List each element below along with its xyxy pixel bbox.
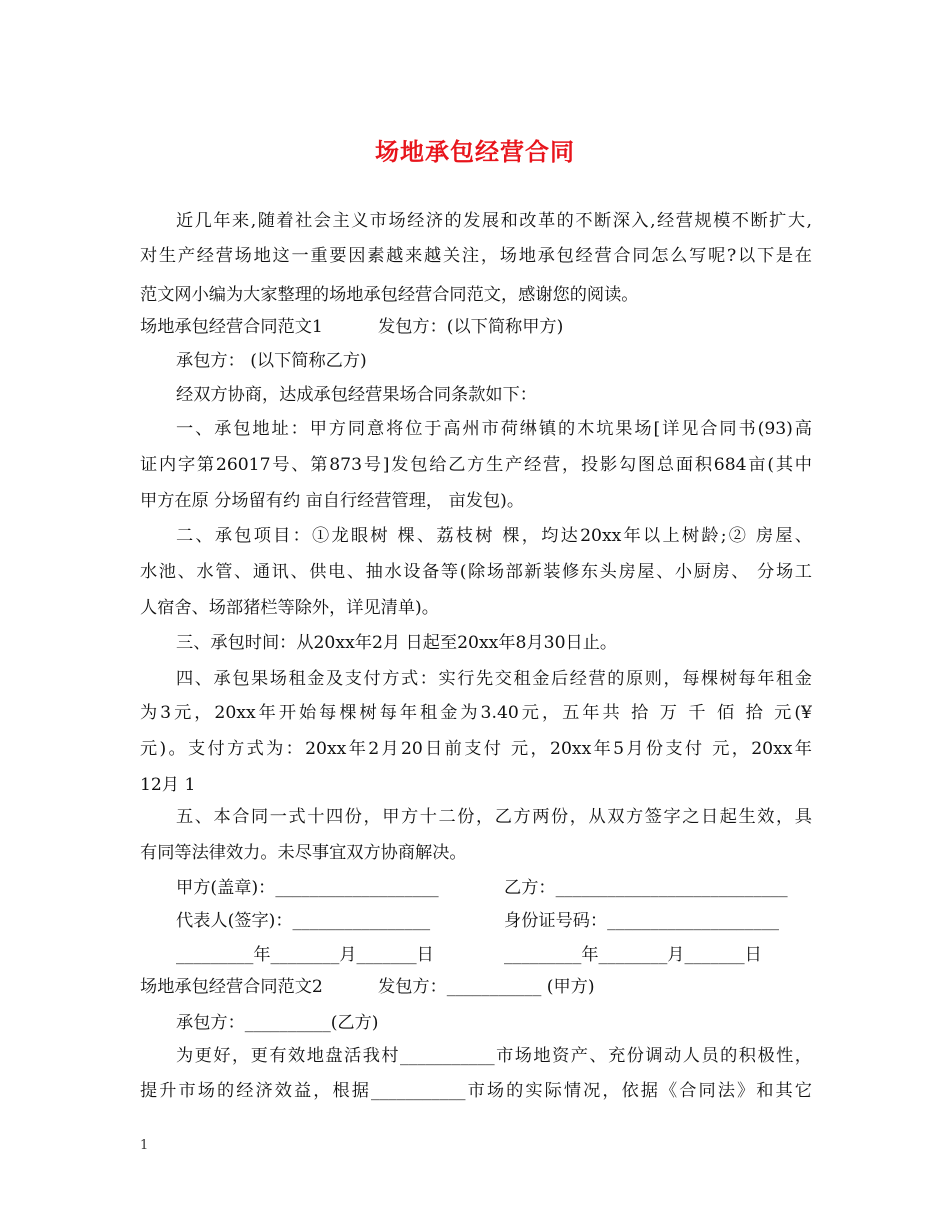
paragraph-line: 二、承包项目：①龙眼树 棵、荔枝树 棵，均达20xx年以上树龄;② 房屋、 — [176, 526, 812, 546]
paragraph-line: 对生产经营场地这一重要因素越来越关注，场地承包经营合同怎么写呢?以下是在 — [140, 246, 812, 266]
paragraph-line: 人宿舍、场部猪栏等除外，详见清单)。 — [140, 598, 439, 618]
paragraph-line: 范文网小编为大家整理的场地承包经营合同范文，感谢您的阅读。 — [140, 285, 639, 305]
date-field-a: _________年________月_______日 — [176, 945, 434, 965]
paragraph-line: 经双方协商，达成承包经营果场合同条款如下： — [176, 385, 537, 405]
paragraph-line: 提升市场的经济效益，根据___________市场的实际情况，依据《合同法》和其它 — [140, 1081, 812, 1101]
paragraph-line: 三、承包时间：从20xx年2月 日起至20xx年8月30日止。 — [176, 633, 618, 653]
paragraph-line: 为更好，更有效地盘活我村___________市场地资产、充份调动人员的积极性， — [176, 1046, 812, 1066]
paragraph-line: 元)。支付方式为：20xx年2月20日前支付 元，20xx年5月份支付 元，20xx年 — [140, 739, 812, 759]
paragraph-line: 承包方：__________(乙方) — [176, 1013, 379, 1033]
contractor-line: 发包方：(以下简称甲方) — [378, 317, 564, 337]
paragraph-line: 五、本合同一式十四份，甲方十二份，乙方两份，从双方签字之日起生效，具 — [176, 807, 812, 827]
paragraph-line: 承包方： (以下简称乙方) — [176, 351, 367, 371]
paragraph-line: 12月 1 — [140, 775, 196, 795]
date-field-b: _________年________月_______日 — [504, 945, 762, 965]
paragraph-line: 水池、水管、通讯、供电、抽水设备等(除场部新装修东头房屋、小厨房、 分场工 — [140, 562, 812, 582]
sample-heading-1: 场地承包经营合同范文1 — [140, 317, 323, 337]
representative-sign-field: 代表人(签字)：________________ — [176, 911, 431, 931]
paragraph-line: 证内字第26017号、第873号]发包给乙方生产经营，投影勾图总面积684亩(其中 — [140, 455, 812, 475]
contractor-field: 发包方：___________ (甲方) — [378, 977, 595, 997]
paragraph-line: 为3元，20xx年开始每棵树每年租金为3.40元，五年共 拾 万 千 佰 拾 元(¥ — [140, 703, 812, 723]
party-b-field: 乙方：___________________________ — [504, 878, 788, 898]
sample-heading-2: 场地承包经营合同范文2 — [140, 977, 323, 997]
document-title: 场地承包经营合同 — [375, 137, 575, 166]
id-number-field: 身份证号码：____________________ — [504, 911, 780, 931]
page-number: 1 — [140, 1138, 149, 1153]
paragraph-line: 近几年来,随着社会主义市场经济的发展和改革的不断深入,经营规模不断扩大, — [176, 211, 812, 231]
paragraph-line: 甲方在原 分场留有约 亩自行经营管理， 亩发包)。 — [140, 491, 525, 511]
paragraph-line: 四、承包果场租金及支付方式：实行先交租金后经营的原则，每棵树每年租金 — [176, 669, 812, 689]
party-a-seal-field: 甲方(盖章)：___________________ — [176, 878, 439, 898]
paragraph-line: 有同等法律效力。未尽事宜双方协商解决。 — [140, 843, 467, 863]
paragraph-line: 一、承包地址：甲方同意将位于高州市荷𬘭镇的木坑果场[详见合同书(93)高 — [176, 419, 812, 439]
